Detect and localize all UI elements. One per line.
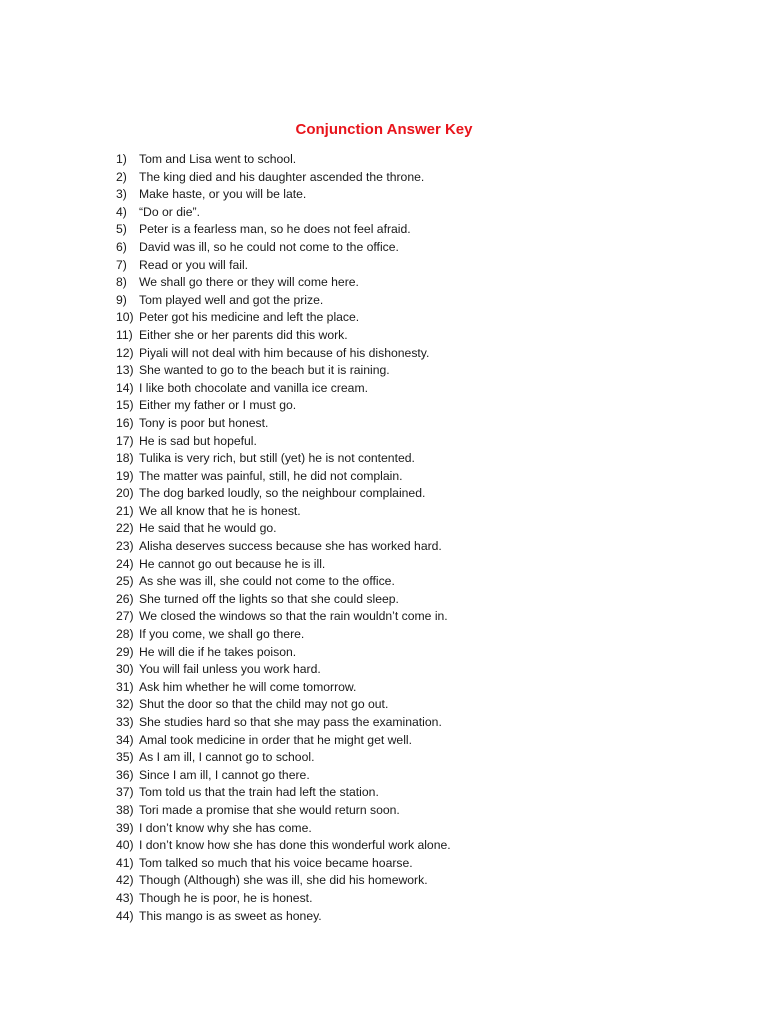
answer-item (116, 204, 451, 222)
answer-text: We closed the windows so that the rain wouldn’t come in. (139, 609, 448, 624)
answer-text: Amal took medicine in order that he might get well. (139, 732, 412, 747)
answer-number: 16) (116, 415, 134, 430)
answer-number: 17) (116, 433, 134, 448)
answer-item (116, 784, 451, 802)
answer-number: 43) (116, 890, 134, 905)
answer-number: 12) (116, 345, 134, 360)
answer-item (116, 397, 451, 415)
answer-item (116, 626, 451, 644)
answer-number: 6) (116, 239, 127, 254)
answer-text: Ask him whether he will come tomorrow. (139, 679, 357, 694)
answer-text: Shut the door so that the child may not go out. (139, 697, 389, 712)
answer-text: You will fail unless you work hard. (139, 662, 321, 677)
answer-text: As I am ill, I cannot go to school. (139, 750, 315, 765)
answer-text: Piyali will not deal with him because of his dishonesty. (139, 345, 430, 360)
answer-text: I don’t know why she has come. (139, 820, 312, 835)
answer-number: 25) (116, 574, 134, 589)
answer-number: 37) (116, 785, 134, 800)
answer-item (116, 257, 451, 275)
answer-item (116, 433, 451, 451)
answer-number: 27) (116, 609, 134, 624)
answer-text: Either my father or I must go. (139, 398, 297, 413)
answer-item (116, 538, 451, 556)
answer-text: He cannot go out because he is ill. (139, 556, 326, 571)
answer-item (116, 468, 451, 486)
answer-number: 32) (116, 697, 134, 712)
answer-item (116, 872, 451, 890)
answer-number: 10) (116, 310, 134, 325)
answer-text: I like both chocolate and vanilla ice cream. (139, 380, 368, 395)
answer-number: 26) (116, 591, 134, 606)
answer-text: Tori made a promise that she would return soon. (139, 802, 400, 817)
answer-text: Though he is poor, he is honest. (139, 890, 313, 905)
answer-number: 30) (116, 662, 134, 677)
answer-number: 2) (116, 169, 127, 184)
answer-item (116, 820, 451, 838)
answer-item (116, 644, 451, 662)
answer-text: Either she or her parents did this work. (139, 327, 348, 342)
answer-item (116, 696, 451, 714)
answer-number: 39) (116, 820, 134, 835)
answer-item (116, 186, 451, 204)
answer-text: David was ill, so he could not come to the office. (139, 239, 399, 254)
answer-item (116, 503, 451, 521)
answer-item (116, 890, 451, 908)
answer-item (116, 591, 451, 609)
answer-text: He said that he would go. (139, 521, 277, 536)
answer-item (116, 661, 451, 679)
answer-text: As she was ill, she could not come to the office. (139, 574, 395, 589)
answer-item (116, 151, 451, 169)
answer-item (116, 485, 451, 503)
answer-text: Peter got his medicine and left the place. (139, 310, 360, 325)
answer-number: 4) (116, 204, 127, 219)
answer-text: The king died and his daughter ascended the throne. (139, 169, 425, 184)
answer-number: 21) (116, 503, 134, 518)
answer-text: I don’t know how she has done this wonderful work alone. (139, 838, 451, 853)
answer-text: She wanted to go to the beach but it is raining. (139, 363, 390, 378)
answer-number: 24) (116, 556, 134, 571)
answer-text: “Do or die”. (139, 204, 200, 219)
answer-text: Tom played well and got the prize. (139, 292, 324, 307)
answer-text: He will die if he takes poison. (139, 644, 297, 659)
answer-number: 28) (116, 627, 134, 642)
answer-text: She studies hard so that she may pass the examination. (139, 715, 442, 729)
answer-item (116, 520, 451, 538)
answer-text: Though (Although) she was ill, she did his homework. (139, 873, 428, 888)
answer-number: 18) (116, 451, 134, 466)
answer-item (116, 573, 451, 591)
answer-number: 35) (116, 750, 134, 765)
answer-text: Tony is poor but honest. (139, 415, 269, 430)
answer-number: 36) (116, 767, 134, 782)
answer-number: 34) (116, 732, 134, 747)
page-title: Conjunction Answer Key (295, 121, 473, 138)
answer-number: 23) (116, 539, 134, 554)
answer-number: 1) (116, 152, 127, 166)
answer-number: 42) (116, 873, 134, 888)
answer-text: We all know that he is honest. (139, 503, 301, 518)
answer-item (116, 327, 451, 345)
answer-text: Read or you will fail. (139, 257, 249, 272)
answer-text: We shall go there or they will come here. (139, 275, 359, 290)
answer-item (116, 292, 451, 310)
answer-number: 44) (116, 908, 134, 923)
answer-item (116, 239, 451, 257)
answer-item (116, 908, 451, 926)
answer-item (116, 274, 451, 292)
answer-number: 31) (116, 679, 134, 694)
answer-item (116, 802, 451, 820)
answer-number: 33) (116, 715, 134, 729)
answer-text: The matter was painful, still, he did not complain. (139, 468, 403, 483)
answer-item (116, 732, 451, 750)
answer-number: 29) (116, 644, 134, 659)
answer-text: Alisha deserves success because she has worked hard. (139, 539, 442, 554)
answer-item (116, 309, 451, 327)
answer-item (116, 362, 451, 380)
answer-number: 40) (116, 838, 134, 853)
answer-text: Tom told us that the train had left the station. (139, 785, 379, 800)
answer-item (116, 679, 451, 697)
answer-item (116, 767, 451, 785)
answer-item (116, 380, 451, 398)
answer-item (116, 714, 451, 732)
answer-text: Make haste, or you will be late. (139, 187, 307, 202)
answer-list (116, 151, 451, 925)
answer-item (116, 221, 451, 239)
answer-text: Tom and Lisa went to school. (139, 152, 297, 166)
answer-number: 5) (116, 222, 127, 237)
answer-text: She turned off the lights so that she could sleep. (139, 591, 399, 606)
answer-number: 9) (116, 292, 127, 307)
answer-item (116, 450, 451, 468)
answer-text: Since I am ill, I cannot go there. (139, 767, 310, 782)
answer-item (116, 837, 451, 855)
answer-number: 14) (116, 380, 134, 395)
answer-number: 20) (116, 486, 134, 501)
answer-number: 3) (116, 187, 127, 202)
answer-number: 22) (116, 521, 134, 536)
answer-item (116, 608, 451, 626)
answer-number: 41) (116, 855, 134, 870)
answer-number: 7) (116, 257, 127, 272)
answer-text: If you come, we shall go there. (139, 627, 305, 642)
answer-item (116, 345, 451, 363)
answer-number: 15) (116, 398, 134, 413)
answer-number: 38) (116, 802, 134, 817)
answer-text: He is sad but hopeful. (139, 433, 257, 448)
answer-text: Peter is a fearless man, so he does not feel afraid. (139, 222, 411, 237)
answer-item (116, 556, 451, 574)
answer-text: Tom talked so much that his voice became hoarse. (139, 855, 413, 870)
answer-item (116, 415, 451, 433)
answer-number: 19) (116, 468, 134, 483)
answer-text: This mango is as sweet as honey. (139, 908, 322, 923)
answer-number: 13) (116, 363, 134, 378)
answer-text: The dog barked loudly, so the neighbour complained. (139, 486, 426, 501)
answer-item (116, 855, 451, 873)
answer-text: Tulika is very rich, but still (yet) he is not contented. (139, 451, 415, 466)
answer-number: 11) (116, 327, 133, 342)
answer-item (116, 169, 451, 187)
answer-number: 8) (116, 275, 127, 290)
answer-item (116, 749, 451, 767)
